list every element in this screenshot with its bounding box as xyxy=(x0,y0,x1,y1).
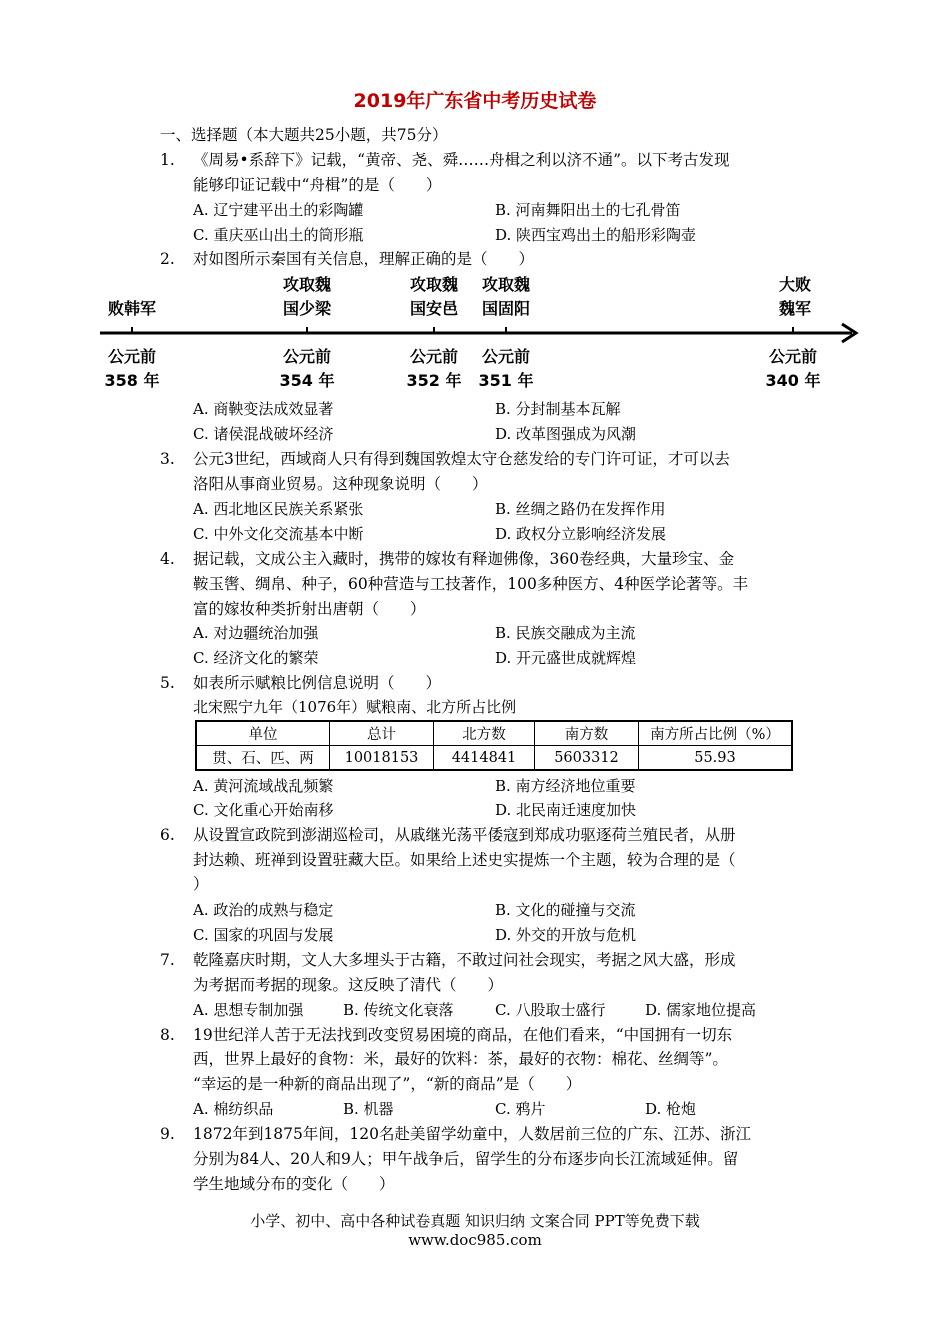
question-text: 1872年到1875年间，120名赴美留学幼童中，人数居前三位的广东、江苏、浙江 xyxy=(193,1125,751,1143)
option-d: D. 枪炮 xyxy=(645,1100,697,1118)
option-d: D. 政权分立影响经济发展 xyxy=(495,525,667,543)
timeline-era-label: 公元前 xyxy=(282,347,331,366)
option-a: A. 辽宁建平出土的彩陶罐 xyxy=(193,201,364,219)
table-header-cell: 北方数 xyxy=(434,721,535,746)
option-b: B. 传统文化衰落 xyxy=(343,1001,454,1019)
footer-url[interactable]: www.doc985.com xyxy=(408,1231,542,1249)
option-a: A. 黄河流域战乱频繁 xyxy=(193,777,334,795)
option-d: D. 外交的开放与危机 xyxy=(495,926,637,944)
question-text: 学生地域分布的变化（ ） xyxy=(193,1175,395,1193)
question-text: 《周易•系辞下》记载，“黄帝、尧、舜……舟楫之利以济不通”。以下考古发现 xyxy=(193,151,730,169)
option-d: D. 北民南迁速度加快 xyxy=(495,801,637,819)
table-cell: 10018153 xyxy=(330,746,434,771)
timeline-era-label: 公元前 xyxy=(481,347,530,366)
option-b: B. 分封制基本瓦解 xyxy=(495,400,621,418)
option-c: C. 经济文化的繁荣 xyxy=(193,649,319,667)
tax-ratio-table xyxy=(195,720,793,771)
question-text: 19世纪洋人苦于无法找到改变贸易困境的商品，在他们看来，“中国拥有一切东 xyxy=(193,1026,733,1044)
option-b: B. 机器 xyxy=(343,1100,394,1118)
timeline-year-label: 340 年 xyxy=(765,371,821,390)
section-heading: 一、选择题（本大题共25小题，共75分） xyxy=(160,126,448,144)
question-text: 对如图所示秦国有关信息，理解正确的是（ ） xyxy=(193,250,535,268)
question-number: 3. xyxy=(160,450,175,468)
timeline-year-label: 358 年 xyxy=(104,371,160,390)
timeline-year-label: 352 年 xyxy=(406,371,462,390)
question-number: 9. xyxy=(160,1125,175,1143)
option-a: A. 西北地区民族关系紧张 xyxy=(193,500,364,518)
timeline-year-label: 351 年 xyxy=(478,371,534,390)
timeline-axis xyxy=(100,318,862,348)
timeline-event-label: 攻取魏 xyxy=(282,275,331,294)
table-cell: 5603312 xyxy=(535,746,639,771)
option-d: D. 陕西宝鸡出土的船形彩陶壶 xyxy=(495,226,697,244)
question-number: 4. xyxy=(160,550,175,568)
option-c: C. 鸦片 xyxy=(495,1100,546,1118)
option-b: B. 文化的碰撞与交流 xyxy=(495,901,636,919)
table-header-cell: 南方数 xyxy=(535,721,639,746)
option-d: D. 改革图强成为风潮 xyxy=(495,425,637,443)
option-a: A. 对边疆统治加强 xyxy=(193,624,319,642)
question-text: 分别为84人、20人和9人；甲午战争后，留学生的分布逐步向长江流域延伸。留 xyxy=(193,1150,739,1168)
table-cell: 4414841 xyxy=(434,746,535,771)
table-row xyxy=(196,746,792,771)
option-b: B. 南方经济地位重要 xyxy=(495,777,636,795)
timeline-era-label: 公元前 xyxy=(409,347,458,366)
table-header-cell: 单位 xyxy=(196,721,330,746)
exam-title: 2019年广东省中考历史试卷 xyxy=(353,90,597,112)
question-text: 封达赖、班禅到设置驻藏大臣。如果给上述史实提炼一个主题，较为合理的是（ xyxy=(193,851,736,869)
timeline-event-label: 攻取魏 xyxy=(409,275,458,294)
timeline-event-label: 国固阳 xyxy=(481,299,530,318)
question-text: 西，世界上最好的食物：米，最好的饮料：茶，最好的衣物：棉花、丝绸等”。 xyxy=(193,1050,728,1068)
option-a: A. 政治的成熟与稳定 xyxy=(193,901,334,919)
option-c: C. 诸侯混战破坏经济 xyxy=(193,425,334,443)
option-c: C. 中外文化交流基本中断 xyxy=(193,525,364,543)
timeline-event-label: 攻取魏 xyxy=(481,275,530,294)
question-number: 1. xyxy=(160,151,175,169)
timeline-event-label: 国少梁 xyxy=(282,299,331,318)
option-b: B. 民族交融成为主流 xyxy=(495,624,636,642)
question-text: 能够印证记载中“舟楫”的是（ ） xyxy=(193,176,442,194)
option-c: C. 文化重心开始南移 xyxy=(193,801,334,819)
option-d: D. 开元盛世成就辉煌 xyxy=(495,649,637,667)
option-c: C. 国家的巩固与发展 xyxy=(193,926,334,944)
footer-text: 小学、初中、高中各种试卷真题 知识归纳 文案合同 PPT等免费下载 xyxy=(250,1212,700,1230)
table-caption: 北宋熙宁九年（1076年）赋粮南、北方所占比例 xyxy=(193,698,517,716)
option-c: C. 八股取士盛行 xyxy=(495,1001,606,1019)
option-a: A. 思想专制加强 xyxy=(193,1001,304,1019)
question-text: 从设置宣政院到澎湖巡检司，从戚继光荡平倭寇到郑成功驱逐荷兰殖民者，从册 xyxy=(193,826,736,844)
table-cell: 55.93 xyxy=(639,746,793,771)
question-number: 5. xyxy=(160,674,175,692)
question-text: 乾隆嘉庆时期，文人大多埋头于古籍，不敢过问社会现实，考据之风大盛，形成 xyxy=(193,951,736,969)
question-text: 富的嫁妆种类折射出唐朝（ ） xyxy=(193,600,426,618)
timeline-event-label: 魏军 xyxy=(778,299,811,318)
question-number: 8. xyxy=(160,1026,175,1044)
option-a: A. 商鞅变法成效显著 xyxy=(193,400,334,418)
option-d: D. 儒家地位提高 xyxy=(645,1001,757,1019)
timeline-event-label: 败韩军 xyxy=(107,299,156,318)
question-number: 6. xyxy=(160,826,175,844)
question-text: 为考据而考据的现象。这反映了清代（ ） xyxy=(193,976,504,994)
question-text: “幸运的是一种新的商品出现了”，“新的商品”是（ ） xyxy=(193,1075,582,1093)
option-c: C. 重庆巫山出土的筒形瓶 xyxy=(193,226,364,244)
option-a: A. 棉纺织品 xyxy=(193,1100,274,1118)
table-header-cell: 南方所占比例（%） xyxy=(639,721,793,746)
timeline-era-label: 公元前 xyxy=(768,347,817,366)
timeline-event-label: 大败 xyxy=(778,275,811,294)
timeline-era-label: 公元前 xyxy=(107,347,156,366)
question-text: ） xyxy=(193,875,209,893)
question-text: 洛阳从事商业贸易。这种现象说明（ ） xyxy=(193,475,488,493)
option-b: B. 河南舞阳出土的七孔骨笛 xyxy=(495,201,681,219)
table-header-row xyxy=(196,721,792,746)
timeline-year-label: 354 年 xyxy=(279,371,335,390)
table-cell: 贯、石、匹、两 xyxy=(196,746,330,771)
table-header-cell: 总计 xyxy=(330,721,434,746)
option-b: B. 丝绸之路仍在发挥作用 xyxy=(495,500,666,518)
question-text: 鞍玉辔、绸帛、种子，60种营造与工技著作，100多种医方、4种医学论著等。丰 xyxy=(193,575,749,593)
question-number: 2. xyxy=(160,250,175,268)
question-text: 如表所示赋粮比例信息说明（ ） xyxy=(193,674,442,692)
question-text: 据记载，文成公主入藏时，携带的嫁妆有释迦佛像，360卷经典，大量珍宝、金 xyxy=(193,550,735,568)
question-text: 公元3世纪，西域商人只有得到魏国敦煌太守仓慈发给的专门许可证，才可以去 xyxy=(193,450,730,468)
question-number: 7. xyxy=(160,951,175,969)
timeline-event-label: 国安邑 xyxy=(409,299,458,318)
